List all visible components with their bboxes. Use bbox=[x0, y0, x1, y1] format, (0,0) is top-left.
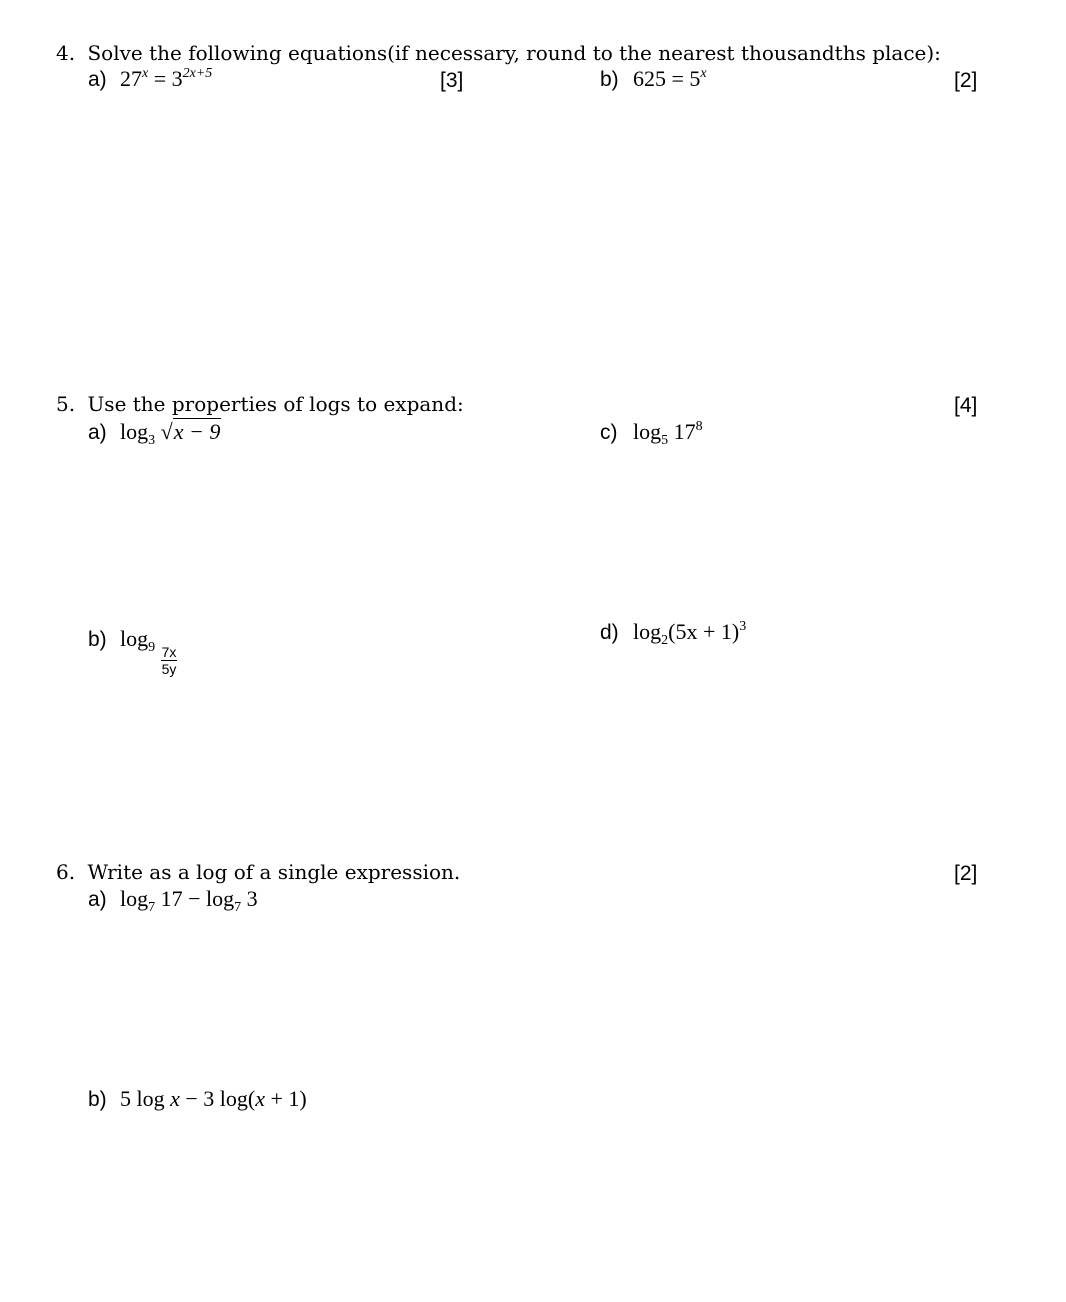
q4b-exp: x bbox=[700, 66, 707, 81]
q6a-sub1: 7 bbox=[148, 900, 156, 915]
q5-heading bbox=[56, 392, 464, 416]
q6b-label: b) bbox=[88, 1088, 107, 1111]
q6b-part1: 5 log bbox=[120, 1086, 171, 1111]
fraction bbox=[161, 645, 178, 676]
q6b-var2: x bbox=[255, 1086, 266, 1111]
q6a-log1: log bbox=[120, 886, 149, 911]
q5d-log: log bbox=[633, 619, 662, 644]
q6-heading-text: Write as a log of a single expression. bbox=[87, 860, 461, 884]
q5b-log: log bbox=[120, 626, 149, 651]
q5b-expression bbox=[120, 626, 177, 676]
q4a-label: a) bbox=[88, 68, 107, 91]
q6-marks: [2] bbox=[954, 862, 978, 885]
q4a-eq: = bbox=[148, 66, 172, 91]
q4b-equation bbox=[633, 66, 707, 92]
q4a-marks: [3] bbox=[440, 69, 464, 92]
q5-number: 5. bbox=[56, 392, 76, 416]
q5b-label: b) bbox=[88, 628, 107, 651]
q5-marks: [4] bbox=[954, 394, 978, 417]
q5b-sub: 9 bbox=[148, 640, 156, 655]
q4b-marks: [2] bbox=[954, 69, 978, 92]
q4b-lhs: 625 = bbox=[633, 66, 690, 91]
q5-heading-text: Use the properties of logs to expand: bbox=[87, 392, 464, 416]
q6-heading bbox=[56, 860, 460, 884]
q4a-equation bbox=[120, 66, 212, 92]
q5c-sub: 5 bbox=[661, 433, 669, 448]
q5a-sub: 3 bbox=[148, 433, 156, 448]
q5c-base: 17 bbox=[673, 419, 696, 444]
q4b-label: b) bbox=[600, 68, 619, 91]
q5c-exp: 8 bbox=[695, 419, 703, 434]
q5c-expression bbox=[633, 419, 703, 448]
q5c-label: c) bbox=[600, 421, 618, 444]
q4a-base2: 3 bbox=[171, 66, 183, 91]
q6b-part2: − 3 log( bbox=[179, 1086, 256, 1111]
q4-heading-text: Solve the following equations(if necessary, round to the nearest thousandths place): bbox=[87, 41, 941, 65]
q5a-radicand: x − 9 bbox=[173, 419, 221, 444]
q6b-expression bbox=[120, 1086, 307, 1112]
q4b-base: 5 bbox=[689, 66, 701, 91]
q5a-label: a) bbox=[88, 421, 107, 444]
q5a-log: log bbox=[120, 419, 149, 444]
q5d-label: d) bbox=[600, 621, 619, 644]
q5d-expression bbox=[633, 619, 747, 648]
q6a-sub2: 7 bbox=[234, 900, 242, 915]
q6a-log2: log bbox=[206, 886, 235, 911]
q5d-arg: (5x + 1) bbox=[668, 619, 740, 644]
q6a-label: a) bbox=[88, 888, 107, 911]
q6a-expression bbox=[120, 886, 258, 915]
q5b-numerator: 7x bbox=[161, 644, 177, 660]
q5c-log: log bbox=[633, 419, 662, 444]
q4a-base: 27 bbox=[120, 66, 142, 91]
q4-heading bbox=[56, 41, 941, 65]
q4a-exp: x bbox=[142, 66, 149, 81]
q5b-denominator: 5y bbox=[161, 661, 177, 677]
q6-number: 6. bbox=[56, 860, 76, 884]
q5d-sub: 2 bbox=[661, 633, 669, 648]
square-root: √x − 9 bbox=[160, 419, 221, 444]
q4a-exp2: 2x+5 bbox=[182, 66, 213, 81]
q4-number: 4. bbox=[56, 41, 76, 65]
q5a-expression bbox=[120, 419, 221, 448]
q6b-var1: x bbox=[170, 1086, 180, 1111]
q6a-val1: 17 − bbox=[155, 886, 207, 911]
q6a-val2: 3 bbox=[241, 886, 258, 911]
q5d-exp: 3 bbox=[739, 619, 747, 634]
q6b-part3: + 1) bbox=[265, 1086, 307, 1111]
